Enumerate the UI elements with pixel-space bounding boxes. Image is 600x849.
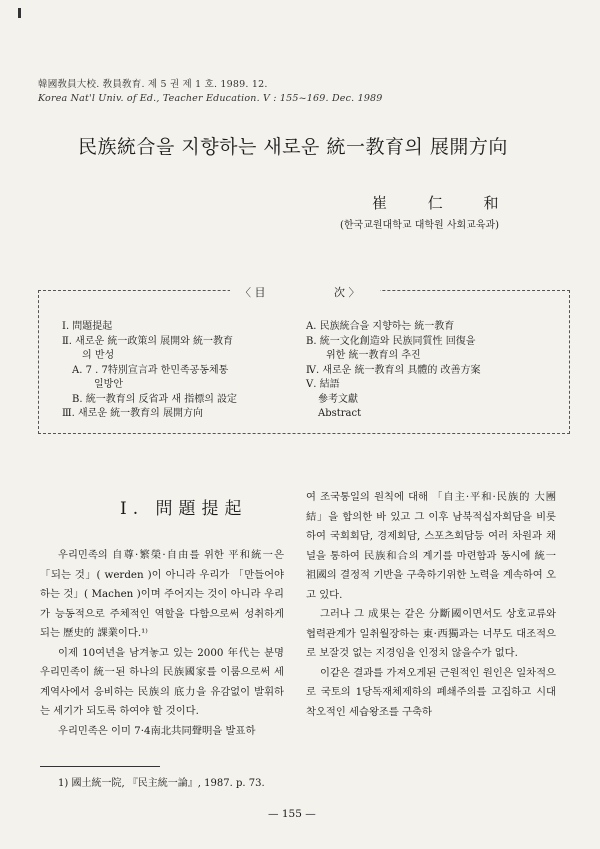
page-number: — 155 — <box>268 808 316 820</box>
toc-item: A. 7 . 7特別宣言과 한민족공동체통 <box>72 364 229 376</box>
section-heading: Ⅰ. 問題提起 <box>120 499 248 519</box>
body-paragraph: 이제 10여년을 남겨놓고 있는 2000 年代는 분명 우리민족이 統一된 하나의 民族國家를 이룸으로써 세계역사에서 응비하는 民族의 底力을 유감없이 발휘하는 세기가 되도록 하여야 할 것이다. <box>40 646 284 717</box>
body-right-column <box>306 488 556 722</box>
toc-item: 위한 統一教育의 추진 <box>326 350 421 361</box>
toc-item: Ⅰ. 問題提起 <box>62 321 113 332</box>
journal-citation-english: Korea Nat'l Univ. of Ed., Teacher Education. V : 155~169. Dec. 1989 <box>38 93 383 104</box>
footnote-rule <box>40 766 160 767</box>
body-paragraph: 여 조국통일의 원칙에 대해 「自主·平和·民族的 大團結」을 합의한 바 있고 그 이후 남북적십자회담을 비롯하여 국회회담, 경제회담, 스포츠회담등 여러 차원과 채널을 통하여 民族和合의 계기를 마련함과 동시에 統一祖國의 결정적 기반을 구축하기위한 노력을 계속하여 오고 있다. <box>306 491 556 601</box>
body-paragraph: 우리민족은 이미 7·4南北共同聲明을 발표하 <box>58 724 256 737</box>
scan-mark <box>18 8 21 18</box>
toc-item: Ⅲ. 새로운 統一教育의 展開方向 <box>62 408 203 419</box>
toc-heading-left: 〈 目 <box>240 286 266 299</box>
footnote: 1) 國土統一院, 『民主統一論』, 1987. p. 73. <box>58 778 265 789</box>
toc-item: B. 統一文化創造와 民族同質性 回復을 <box>306 335 476 347</box>
body-paragraph: 이같은 결과를 가져오게된 근원적인 원인은 일차적으로 국토의 1당독재체제하의 폐쇄주의를 고집하고 시대착오적인 세습왕조를 구축하 <box>306 666 556 718</box>
toc-left-column <box>62 320 237 422</box>
body-paragraph: 그러나 그 成果는 같은 分斷國이면서도 상호교류와 협력관계가 일취월장하는 東·西獨과는 너무도 대조적으로 보잘것 없는 지경임을 인정치 않을수가 없다. <box>306 608 556 659</box>
body-left-column <box>40 546 284 741</box>
toc-right-column <box>306 320 481 422</box>
toc-item: A. 民族統合을 지향하는 統一教育 <box>306 321 455 332</box>
toc-item: B. 統一教育의 反省과 새 指標의 設定 <box>72 393 238 405</box>
toc-item: 參考文獻 <box>318 393 358 405</box>
toc-item: 의 반성 <box>82 350 115 361</box>
toc-item: Ⅱ. 새로운 統一政策의 展開와 統一教育 <box>62 335 233 347</box>
toc-item: Ⅳ. 새로운 統一教育의 具體的 改善方案 <box>306 364 481 376</box>
toc-item: Ⅴ. 結語 <box>306 379 340 390</box>
toc-heading-right: 次 〉 <box>334 286 360 299</box>
journal-citation-korean: 韓國敎員大校. 敎員敎育. 제 5 권 제 1 호. 1989. 12. <box>38 79 268 90</box>
author-affiliation: (한국교원대학교 대학원 사회교육과) <box>340 220 500 231</box>
toc-item: 일방안 <box>94 379 123 390</box>
toc-item: Abstract <box>318 408 362 419</box>
body-paragraph: 우리민족의 自尊·繁榮·自由를 위한 平和統一은 「되는 것」( werden )이 아니라 우리가 「만들어야 하는 것」( Machen )이며 주어지는 것이 아니라 우리가 능동적으로 주체적인 역할을 다함으로써 성취하게 되는 歷史的 課業이다.¹⁾ <box>40 549 284 639</box>
author-name: 崔 仁 和 <box>372 194 517 212</box>
article-title: 民族統合을 지향하는 새로운 統一教育의 展開方向 <box>78 136 508 158</box>
